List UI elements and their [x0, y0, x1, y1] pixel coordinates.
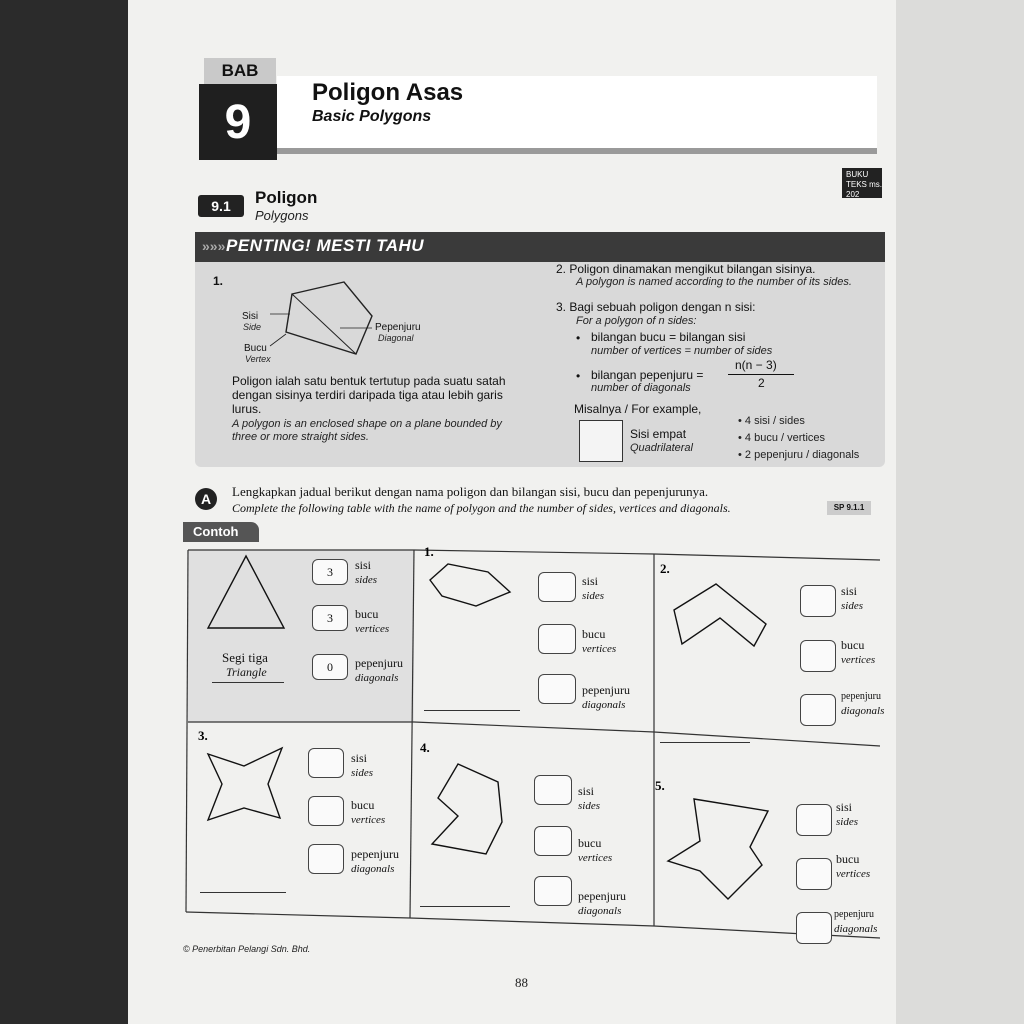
cell-1-vertices-input[interactable]: [538, 624, 576, 654]
cell-2-sides-input[interactable]: [800, 585, 836, 617]
point-1-number: 1.: [213, 274, 224, 288]
bullet-1-ms: bilangan bucu = bilangan sisi: [591, 330, 746, 344]
bullet-2-ms: bilangan pepenjuru =: [591, 368, 704, 382]
cell-4-sides-input[interactable]: [534, 775, 572, 805]
diagonals-label: pepenjuru diagonals: [834, 909, 878, 935]
bullet-2-en: number of diagonals: [591, 382, 691, 394]
section-number-badge: 9.1: [198, 195, 244, 217]
vertices-label: bucu vertices: [582, 627, 617, 655]
question-letter-badge: A: [195, 488, 217, 510]
cell-4-number: 4.: [420, 740, 430, 755]
example-diagonals-box: 0: [312, 654, 348, 680]
section-title: Poligon: [255, 188, 318, 207]
label-diagonal: Diagonal: [378, 333, 414, 343]
definition-ms-line2: dengan sisinya terdiri daripada tiga atau lebih garis: [232, 388, 503, 402]
sp-tag: SP 9.1.1: [827, 501, 871, 515]
point-3-en: For a polygon of n sides:: [576, 315, 697, 327]
sides-label: sisi sides: [582, 574, 604, 602]
example-fact-2: • 4 bucu / vertices: [738, 432, 826, 444]
diagonals-label: pepenjuru diagonals: [355, 656, 403, 684]
cell-1-number: 1.: [424, 544, 434, 559]
label-side: Side: [243, 322, 262, 332]
chapter-label: BAB: [204, 58, 276, 84]
cell-2-answer-line[interactable]: [660, 742, 750, 743]
example-vertices-box: 3: [312, 605, 348, 631]
label-vertex: Vertex: [245, 354, 271, 364]
question-text-ms: Lengkapkan jadual berikut dengan nama poligon dan bilangan sisi, bucu dan pepenjurunya.: [232, 484, 709, 499]
point-3-ms: 3. Bagi sebuah poligon dengan n sisi:: [556, 300, 756, 314]
cell-4-diagonals-input[interactable]: [534, 876, 572, 906]
vertices-label: bucu vertices: [355, 607, 390, 635]
cell-3-diagonals-input[interactable]: [308, 844, 344, 874]
hexagon-shape: [426, 560, 516, 610]
label-pepenjuru: Pepenjuru: [375, 322, 421, 333]
sides-label: sisi sides: [355, 558, 377, 586]
copyright-text: © Penerbitan Pelangi Sdn. Bhd.: [183, 944, 311, 954]
question-text-en: Complete the following table with the name of polygon and the number of sides, vertices and diagonals.: [232, 501, 731, 515]
sides-label: sisi sides: [351, 751, 373, 779]
bullet-dot: •: [576, 331, 581, 345]
cell-5-number: 5.: [655, 778, 665, 793]
label-bucu: Bucu: [244, 343, 267, 354]
cell-3-vertices-input[interactable]: [308, 796, 344, 826]
cell-4-vertices-input[interactable]: [534, 826, 572, 856]
sides-label: sisi sides: [578, 784, 600, 812]
concave-hexagon-shape: [670, 580, 770, 652]
diagonals-label: pepenjuru diagonals: [351, 847, 399, 875]
section-subtitle: Polygons: [255, 208, 309, 223]
cell-1-sides-input[interactable]: [538, 572, 576, 602]
definition-ms-line3: lurus.: [232, 402, 262, 416]
pentagon-shape: [286, 282, 372, 354]
cell-1-diagonals-input[interactable]: [538, 674, 576, 704]
point-2-en: A polygon is named according to the number of its sides.: [576, 276, 852, 288]
bullet-1-en: number of vertices = number of sides: [591, 345, 773, 357]
vertices-label: bucu vertices: [578, 836, 613, 864]
cell-5-diagonals-input[interactable]: [796, 912, 832, 944]
example-fact-1: • 4 sisi / sides: [738, 415, 805, 427]
definition-ms-line1: Poligon ialah satu bentuk tertutup pada suatu satah: [232, 374, 506, 388]
bullet-dot: •: [576, 369, 581, 383]
adjacent-page-edge: [880, 0, 1024, 1024]
cell-2-diagonals-input[interactable]: [800, 694, 836, 726]
cell-3-answer-line[interactable]: [200, 892, 286, 893]
page-title: Poligon Asas: [312, 79, 464, 106]
square-icon: [579, 420, 623, 462]
chevrons-icon: »»»: [202, 238, 226, 254]
formula-denominator: 2: [758, 376, 765, 390]
example-label: Misalnya / For example,: [574, 402, 702, 416]
example-shape-ms: Sisi empat: [630, 427, 687, 441]
concave-polygon-shape: [428, 760, 508, 860]
vertices-label: bucu vertices: [351, 798, 386, 826]
label-sisi: Sisi: [242, 311, 259, 322]
fraction-bar: [728, 374, 794, 375]
example-tab: Contoh: [183, 522, 259, 542]
vertices-label: bucu vertices: [841, 638, 876, 666]
cell-5-sides-input[interactable]: [796, 804, 832, 836]
vertex-pointer: [270, 334, 286, 346]
example-name-ms: Segi tiga: [222, 650, 268, 665]
sides-label: sisi sides: [836, 800, 858, 828]
cell-2-vertices-input[interactable]: [800, 640, 836, 672]
example-shape-en: Quadrilateral: [630, 442, 693, 454]
cell-5-vertices-input[interactable]: [796, 858, 832, 890]
cell-1-answer-line[interactable]: [424, 710, 520, 711]
vertices-label: bucu vertices: [836, 852, 871, 880]
sides-label: sisi sides: [841, 584, 863, 612]
formula-numerator: n(n − 3): [735, 358, 777, 372]
penting-banner-text: PENTING! MESTI TAHU: [226, 236, 425, 255]
example-sides-box: 3: [312, 559, 348, 585]
bowtie-hexagon-shape: [204, 744, 288, 824]
diagonals-label: pepenjuru diagonals: [578, 889, 626, 917]
page-number: 88: [515, 975, 528, 990]
diagonal-line: [292, 294, 356, 354]
point-2-ms: 2. Poligon dinamakan mengikut bilangan sisinya.: [556, 262, 816, 276]
chapter-number: 9: [199, 84, 277, 160]
triangle-shape: [204, 552, 288, 632]
definition-en-line2: three or more straight sides.: [232, 431, 369, 443]
definition-en-line1: A polygon is an enclosed shape on a plane bounded by: [232, 418, 502, 430]
textbook-reference-tag: BUKU TEKS ms. 202: [842, 168, 882, 198]
diagonals-label: pepenjuru diagonals: [582, 683, 630, 711]
cell-4-answer-line[interactable]: [420, 906, 510, 907]
arrow-polygon-shape: [664, 795, 776, 905]
cell-3-number: 3.: [198, 728, 208, 743]
cell-3-sides-input[interactable]: [308, 748, 344, 778]
diagonals-label: pepenjuru diagonals: [841, 691, 885, 717]
answer-line: [212, 682, 284, 683]
cell-2-number: 2.: [660, 561, 670, 576]
page-subtitle: Basic Polygons: [312, 108, 432, 125]
example-fact-3: • 2 pepenjuru / diagonals: [738, 449, 860, 461]
example-name-en: Triangle: [226, 665, 267, 679]
